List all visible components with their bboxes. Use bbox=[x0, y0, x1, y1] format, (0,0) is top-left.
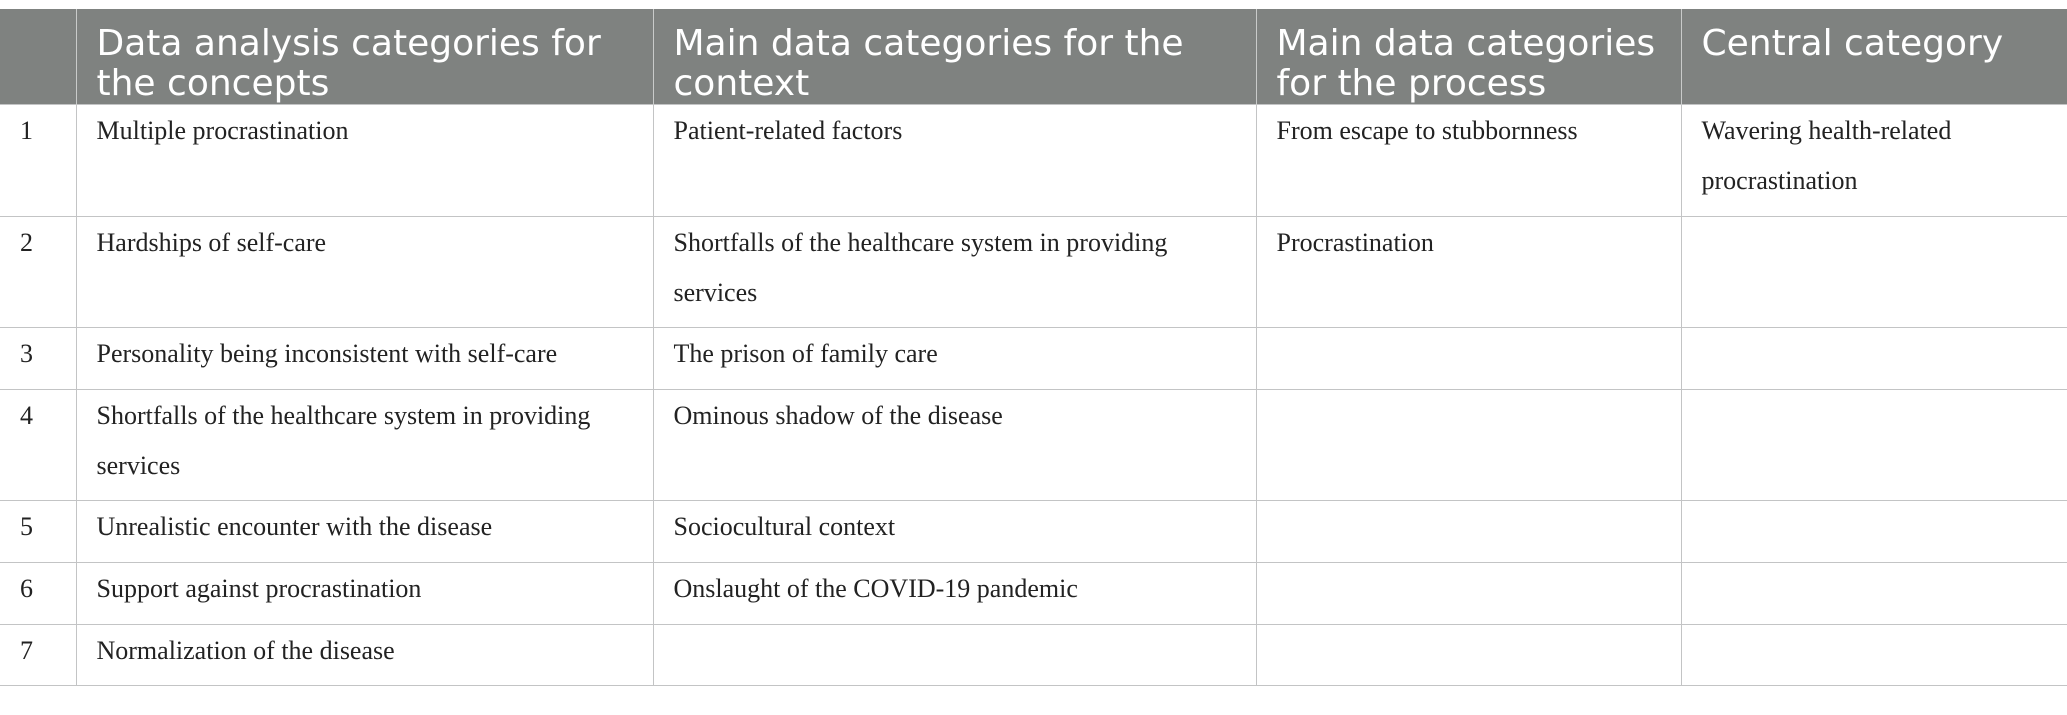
row-number-cell: 2 bbox=[0, 217, 76, 328]
table-row bbox=[0, 501, 2067, 563]
central-category-cell bbox=[1681, 563, 2067, 625]
central-category-cell bbox=[1681, 625, 2067, 686]
context-cell bbox=[653, 625, 1256, 686]
row-number-cell: 7 bbox=[0, 625, 76, 686]
concept-cell: Unrealistic encounter with the disease bbox=[76, 501, 653, 563]
central-category-cell bbox=[1681, 390, 2067, 501]
table-body bbox=[0, 105, 2067, 686]
header-central-category: Central category bbox=[1681, 9, 2067, 105]
header-row bbox=[0, 9, 2067, 105]
row-number-cell: 1 bbox=[0, 105, 76, 217]
row-number-cell: 3 bbox=[0, 328, 76, 390]
context-cell: The prison of family care bbox=[653, 328, 1256, 390]
categories-table-container bbox=[0, 9, 2067, 686]
concept-cell: Hardships of self-care bbox=[76, 217, 653, 328]
context-cell: Patient-related factors bbox=[653, 105, 1256, 217]
header-row-number bbox=[0, 9, 76, 105]
context-cell: Onslaught of the COVID-19 pandemic bbox=[653, 563, 1256, 625]
concept-cell: Multiple procrastination bbox=[76, 105, 653, 217]
process-cell bbox=[1256, 625, 1681, 686]
concept-cell: Shortfalls of the healthcare system in providing services bbox=[76, 390, 653, 501]
concept-cell: Support against procrastination bbox=[76, 563, 653, 625]
header-context: Main data categories for the context bbox=[653, 9, 1256, 105]
context-cell: Ominous shadow of the disease bbox=[653, 390, 1256, 501]
header-process: Main data categories for the process bbox=[1256, 9, 1681, 105]
row-number-cell: 5 bbox=[0, 501, 76, 563]
concept-cell: Personality being inconsistent with self-care bbox=[76, 328, 653, 390]
central-category-cell bbox=[1681, 501, 2067, 563]
header-concepts: Data analysis categories for the concepts bbox=[76, 9, 653, 105]
row-number-cell: 6 bbox=[0, 563, 76, 625]
row-number-cell: 4 bbox=[0, 390, 76, 501]
table-header bbox=[0, 9, 2067, 105]
context-cell: Sociocultural context bbox=[653, 501, 1256, 563]
context-cell: Shortfalls of the healthcare system in providing services bbox=[653, 217, 1256, 328]
table-row bbox=[0, 625, 2067, 686]
process-cell: From escape to stubbornness bbox=[1256, 105, 1681, 217]
table-row bbox=[0, 217, 2067, 328]
central-category-cell bbox=[1681, 328, 2067, 390]
concept-cell: Normalization of the disease bbox=[76, 625, 653, 686]
central-category-cell: Wavering health-related procrastination bbox=[1681, 105, 2067, 217]
process-cell: Procrastination bbox=[1256, 217, 1681, 328]
categories-table bbox=[0, 9, 2067, 686]
process-cell bbox=[1256, 328, 1681, 390]
table-row bbox=[0, 328, 2067, 390]
table-row bbox=[0, 390, 2067, 501]
table-row bbox=[0, 105, 2067, 217]
central-category-cell bbox=[1681, 217, 2067, 328]
process-cell bbox=[1256, 390, 1681, 501]
process-cell bbox=[1256, 501, 1681, 563]
process-cell bbox=[1256, 563, 1681, 625]
table-row bbox=[0, 563, 2067, 625]
